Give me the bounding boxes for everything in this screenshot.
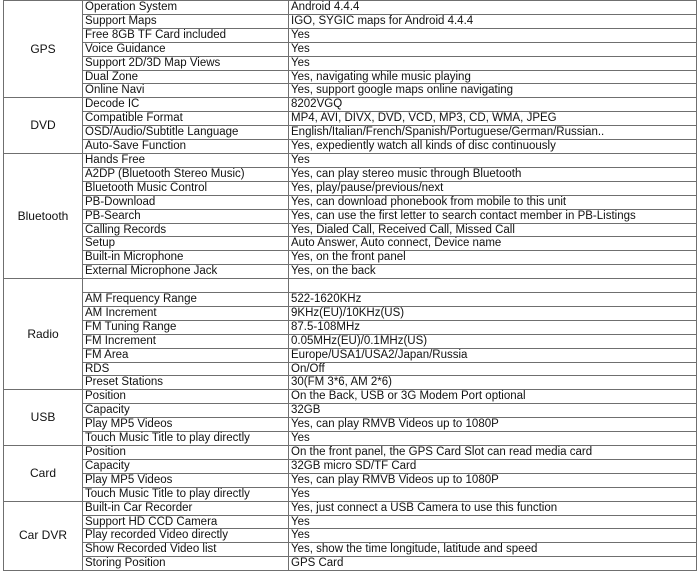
value-cell: Europe/USA1/USA2/Japan/Russia [289, 348, 697, 362]
table-row [4, 279, 697, 293]
feature-cell: FM Increment [83, 334, 289, 348]
table-row [4, 112, 697, 126]
feature-cell: Capacity [83, 404, 289, 418]
value-cell: Yes, can download phonebook from mobile to this unit [289, 195, 697, 209]
value-cell: MP4, AVI, DIVX, DVD, VCD, MP3, CD, WMA, JPEG [289, 112, 697, 126]
value-cell: Android 4.4.4 [289, 1, 697, 15]
value-cell: Yes, on the front panel [289, 251, 697, 265]
feature-cell: Built-in Microphone [83, 251, 289, 265]
table-row [4, 56, 697, 70]
feature-cell: Show Recorded Video list [83, 543, 289, 557]
table-row [4, 42, 697, 56]
feature-cell: Support Maps [83, 14, 289, 28]
feature-cell: Decode IC [83, 98, 289, 112]
table-row [4, 432, 697, 446]
feature-cell: Operation System [83, 1, 289, 15]
category-cell: Bluetooth [4, 153, 83, 278]
feature-cell: Play MP5 Videos [83, 473, 289, 487]
table-row [4, 487, 697, 501]
value-cell: Yes [289, 432, 697, 446]
table-row [4, 223, 697, 237]
table-row [4, 320, 697, 334]
value-cell: IGO, SYGIC maps for Android 4.4.4 [289, 14, 697, 28]
table-row [4, 293, 697, 307]
feature-cell: External Microphone Jack [83, 265, 289, 279]
value-cell: 30(FM 3*6, AM 2*6) [289, 376, 697, 390]
value-cell: English/Italian/French/Spanish/Portuguese/German/Russian.. [289, 126, 697, 140]
table-row [4, 1, 697, 15]
value-cell: Yes, just connect a USB Camera to use this function [289, 501, 697, 515]
feature-cell: Preset Stations [83, 376, 289, 390]
table-row [4, 84, 697, 98]
feature-cell: Auto-Save Function [83, 140, 289, 154]
value-cell: Auto Answer, Auto connect, Device name [289, 237, 697, 251]
feature-cell: AM Increment [83, 306, 289, 320]
value-cell: GPS Card [289, 557, 697, 571]
value-cell [289, 279, 697, 293]
value-cell: On/Off [289, 362, 697, 376]
table-row [4, 334, 697, 348]
value-cell: Yes [289, 28, 697, 42]
table-row [4, 70, 697, 84]
table-row [4, 557, 697, 571]
category-cell: GPS [4, 1, 83, 98]
feature-cell: Touch Music Title to play directly [83, 487, 289, 501]
feature-cell: Compatible Format [83, 112, 289, 126]
feature-cell: PB-Search [83, 209, 289, 223]
table-row [4, 543, 697, 557]
feature-cell: RDS [83, 362, 289, 376]
feature-cell: Built-in Car Recorder [83, 501, 289, 515]
feature-cell: Setup [83, 237, 289, 251]
value-cell: 32GB micro SD/TF Card [289, 459, 697, 473]
value-cell: Yes, support google maps online navigating [289, 84, 697, 98]
value-cell: Yes, navigating while music playing [289, 70, 697, 84]
feature-cell: OSD/Audio/Subtitle Language [83, 126, 289, 140]
table-row [4, 515, 697, 529]
feature-cell: Support 2D/3D Map Views [83, 56, 289, 70]
value-cell: Yes [289, 42, 697, 56]
value-cell: Yes, can play stereo music through Bluetooth [289, 167, 697, 181]
feature-cell: Bluetooth Music Control [83, 181, 289, 195]
spec-table-body [4, 1, 697, 571]
table-row [4, 265, 697, 279]
feature-cell [83, 279, 289, 293]
feature-cell: FM Tuning Range [83, 320, 289, 334]
category-cell: Card [4, 445, 83, 501]
table-row [4, 501, 697, 515]
table-row [4, 237, 697, 251]
feature-cell: Calling Records [83, 223, 289, 237]
feature-cell: Play recorded Video directly [83, 529, 289, 543]
value-cell: 0.05MHz(EU)/0.1MHz(US) [289, 334, 697, 348]
table-row [4, 306, 697, 320]
table-row [4, 529, 697, 543]
value-cell: Yes, expediently watch all kinds of disc continuously [289, 140, 697, 154]
value-cell: Yes, can play RMVB Videos up to 1080P [289, 418, 697, 432]
table-row [4, 167, 697, 181]
value-cell: 32GB [289, 404, 697, 418]
table-row [4, 418, 697, 432]
table-row [4, 126, 697, 140]
value-cell: 9KHz(EU)/10KHz(US) [289, 306, 697, 320]
table-row [4, 140, 697, 154]
table-row [4, 14, 697, 28]
value-cell: 87.5-108MHz [289, 320, 697, 334]
value-cell: 8202VGQ [289, 98, 697, 112]
table-row [4, 362, 697, 376]
table-row [4, 473, 697, 487]
feature-cell: Touch Music Title to play directly [83, 432, 289, 446]
value-cell: On the front panel, the GPS Card Slot can read media card [289, 445, 697, 459]
feature-cell: Storing Position [83, 557, 289, 571]
feature-cell: Position [83, 390, 289, 404]
value-cell: 522-1620KHz [289, 293, 697, 307]
feature-cell: Support HD CCD Camera [83, 515, 289, 529]
category-cell: DVD [4, 98, 83, 154]
feature-cell: Voice Guidance [83, 42, 289, 56]
feature-cell: Play MP5 Videos [83, 418, 289, 432]
value-cell: Yes, show the time longitude, latitude and speed [289, 543, 697, 557]
feature-cell: FM Area [83, 348, 289, 362]
table-row [4, 445, 697, 459]
category-cell: USB [4, 390, 83, 446]
feature-cell: Online Navi [83, 84, 289, 98]
table-row [4, 153, 697, 167]
table-row [4, 390, 697, 404]
table-row [4, 251, 697, 265]
category-cell: Radio [4, 279, 83, 390]
value-cell: Yes [289, 56, 697, 70]
table-row [4, 459, 697, 473]
value-cell: On the Back, USB or 3G Modem Port optional [289, 390, 697, 404]
feature-cell: A2DP (Bluetooth Stereo Music) [83, 167, 289, 181]
value-cell: Yes, can play RMVB Videos up to 1080P [289, 473, 697, 487]
table-row [4, 348, 697, 362]
feature-cell: Position [83, 445, 289, 459]
table-row [4, 98, 697, 112]
spec-table [3, 0, 697, 571]
value-cell: Yes, Dialed Call, Received Call, Missed Call [289, 223, 697, 237]
table-row [4, 404, 697, 418]
feature-cell: Hands Free [83, 153, 289, 167]
value-cell: Yes, play/pause/previous/next [289, 181, 697, 195]
value-cell: Yes [289, 515, 697, 529]
value-cell: Yes, can use the first letter to search contact member in PB-Listings [289, 209, 697, 223]
table-row [4, 376, 697, 390]
category-cell: Car DVR [4, 501, 83, 571]
feature-cell: PB-Download [83, 195, 289, 209]
value-cell: Yes, on the back [289, 265, 697, 279]
feature-cell: Free 8GB TF Card included [83, 28, 289, 42]
feature-cell: Dual Zone [83, 70, 289, 84]
table-row [4, 195, 697, 209]
value-cell: Yes [289, 153, 697, 167]
table-row [4, 28, 697, 42]
feature-cell: AM Frequency Range [83, 293, 289, 307]
value-cell: Yes [289, 529, 697, 543]
value-cell: Yes [289, 487, 697, 501]
table-row [4, 209, 697, 223]
table-row [4, 181, 697, 195]
feature-cell: Capacity [83, 459, 289, 473]
